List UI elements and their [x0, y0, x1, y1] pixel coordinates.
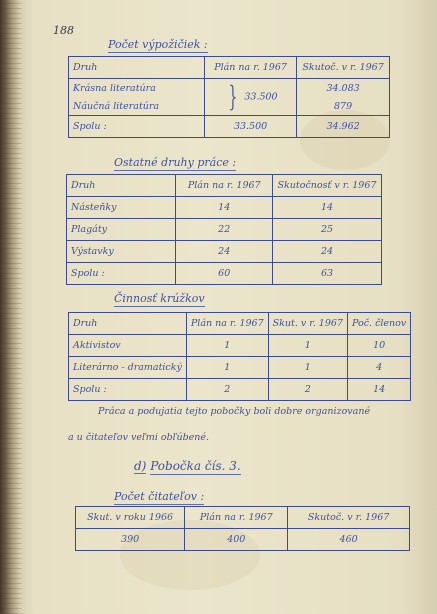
column-header: Plán na r. 1967 — [176, 175, 273, 197]
note-line: Práca a podujatia tejto pobočky boli dobre organizované — [98, 406, 371, 417]
table-row — [69, 357, 411, 379]
total-plan: 60 — [176, 263, 273, 285]
cell-value: 460 — [288, 529, 410, 551]
curly-brace-icon: } — [227, 80, 237, 113]
column-header: Druh — [69, 57, 205, 79]
readers-table — [75, 506, 410, 551]
column-header: Druh — [69, 313, 187, 335]
table-row — [76, 529, 410, 551]
cell-value: 4 — [347, 357, 410, 379]
table-row — [67, 241, 382, 263]
table-row — [67, 197, 382, 219]
total-label: Spolu : — [69, 116, 205, 138]
note-paragraph — [68, 399, 418, 451]
row-label: Výstavky — [67, 241, 176, 263]
column-header: Plán na r. 1967 — [185, 507, 288, 529]
column-header: Poč. členov — [347, 313, 410, 335]
column-header: Skutoč. v r. 1967 — [288, 507, 410, 529]
table-header-row — [69, 313, 411, 335]
cell-value: 25 — [273, 219, 382, 241]
cell-value: 24 — [176, 241, 273, 263]
total-actual: 2 — [268, 379, 347, 401]
column-header: Plán na r. 1967 — [204, 57, 296, 79]
cell-value: 22 — [176, 219, 273, 241]
merged-plan-value: 33.500 — [244, 91, 278, 103]
table-header-row — [76, 507, 410, 529]
total-row — [69, 116, 390, 138]
other-work-heading: Ostatné druhy práce : — [114, 156, 237, 169]
cell-value: 24 — [273, 241, 382, 263]
total-plan: 33.500 — [204, 116, 296, 138]
column-header: Skut. v roku 1966 — [76, 507, 185, 529]
section-marker: d) — [134, 459, 147, 473]
table-row — [67, 219, 382, 241]
loans-table — [68, 56, 390, 138]
section-title — [134, 459, 241, 473]
merged-plan-cell — [204, 79, 296, 116]
book-binding-edge — [0, 0, 22, 614]
row-label: Literárno - dramatický — [69, 357, 187, 379]
column-header: Skutočnosť v r. 1967 — [273, 175, 382, 197]
cell-value: 1 — [186, 357, 268, 379]
table-row — [69, 335, 411, 357]
total-plan: 2 — [186, 379, 268, 401]
cell-value: 14 — [176, 197, 273, 219]
column-header: Plán na r. 1967 — [186, 313, 268, 335]
row-label: Krásna literatúra — [69, 79, 205, 98]
table-row — [69, 79, 390, 98]
total-row — [69, 379, 411, 401]
note-line: a u čitateľov veľmi obľúbené. — [68, 432, 210, 443]
row-label: Plagáty — [67, 219, 176, 241]
cell-value: 400 — [185, 529, 288, 551]
column-header: Skut. v r. 1967 — [268, 313, 347, 335]
row-label: Násteňky — [67, 197, 176, 219]
cell-value: 14 — [273, 197, 382, 219]
cell-value: 10 — [347, 335, 410, 357]
cell-value: 1 — [186, 335, 268, 357]
readers-heading: Počet čitateľov : — [114, 490, 205, 503]
total-actual: 34.962 — [297, 116, 390, 138]
section-name: Pobočka čís. 3. — [150, 459, 241, 473]
other-work-table — [66, 174, 382, 285]
cell-value: 1 — [268, 357, 347, 379]
clubs-table — [68, 312, 411, 401]
total-row — [67, 263, 382, 285]
table-header-row — [69, 57, 390, 79]
clubs-heading: Činnosť krúžkov — [114, 292, 205, 305]
column-header: Druh — [67, 175, 176, 197]
loans-heading: Počet výpožičiek : — [108, 38, 208, 51]
cell-value: 390 — [76, 529, 185, 551]
cell-value: 879 — [297, 97, 390, 116]
total-label: Spolu : — [67, 263, 176, 285]
page-number: 188 — [53, 24, 74, 37]
total-members: 14 — [347, 379, 410, 401]
total-label: Spolu : — [69, 379, 187, 401]
table-header-row — [67, 175, 382, 197]
cell-value: 34.083 — [297, 79, 390, 98]
cell-value: 1 — [268, 335, 347, 357]
total-actual: 63 — [273, 263, 382, 285]
row-label: Náučná literatúra — [69, 97, 205, 116]
row-label: Aktivistov — [69, 335, 187, 357]
column-header: Skutoč. v r. 1967 — [297, 57, 390, 79]
